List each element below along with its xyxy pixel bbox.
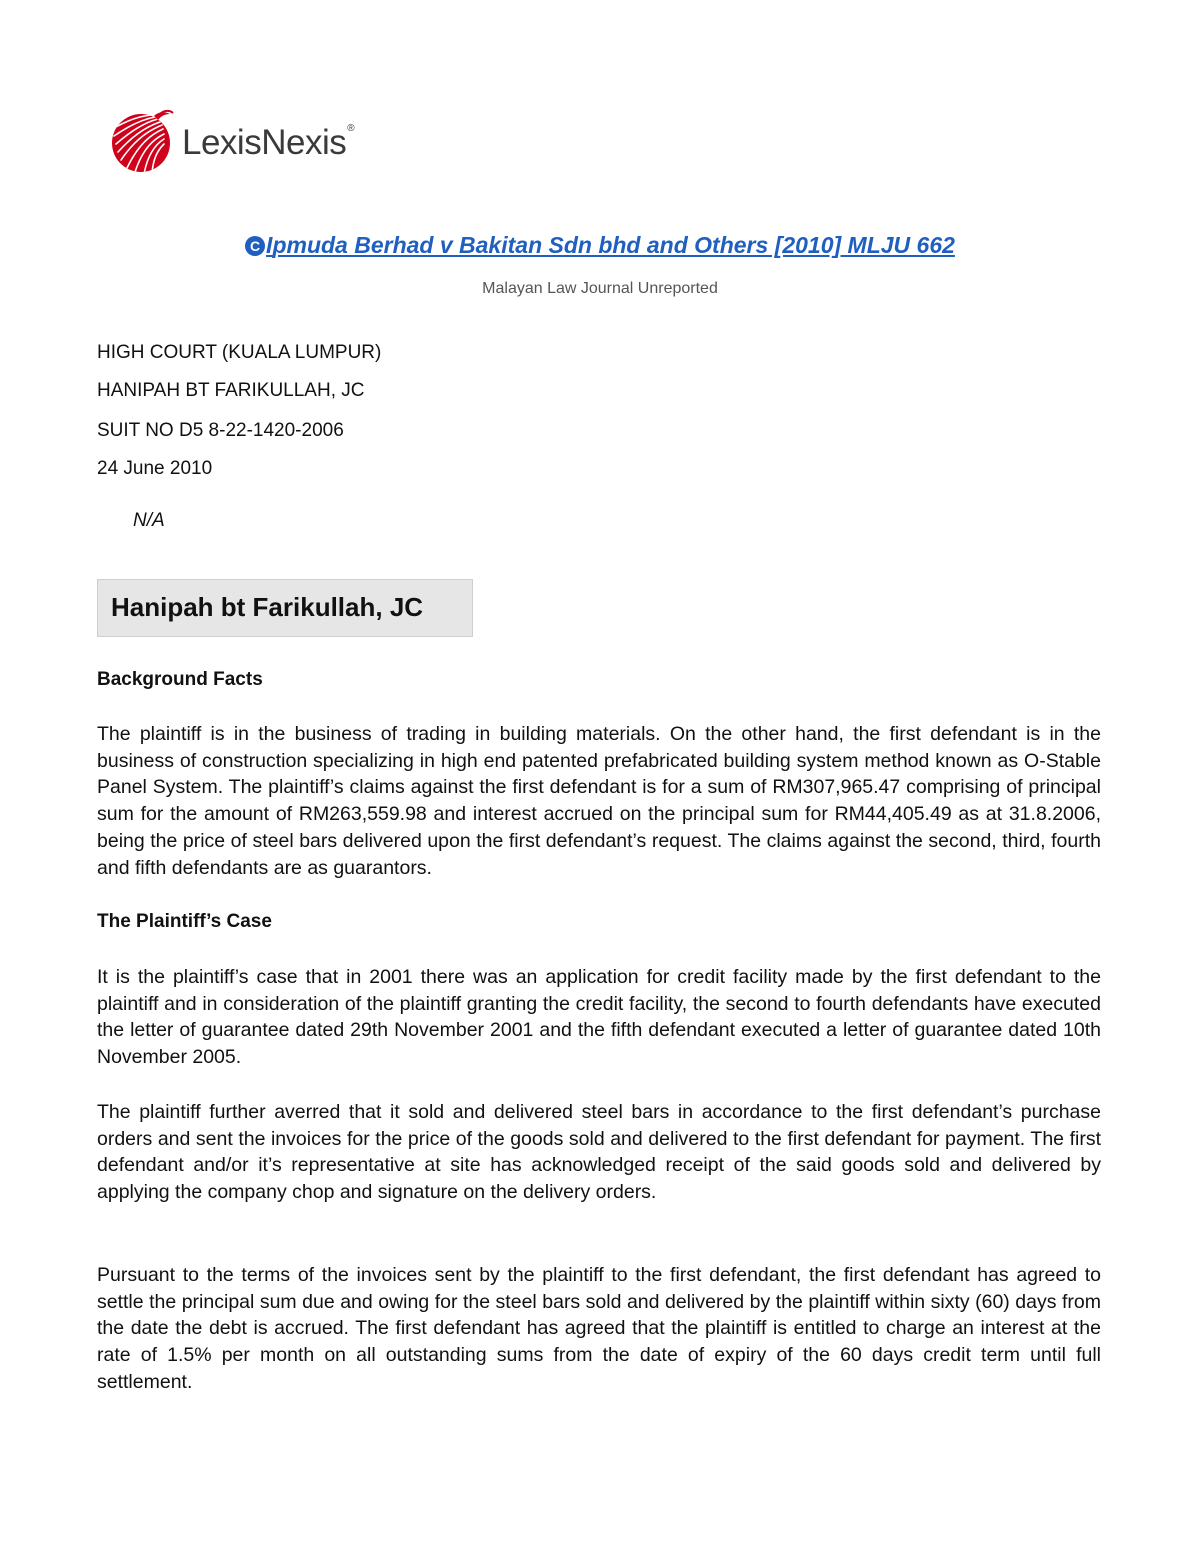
section-heading-background-facts: Background Facts [97,669,263,690]
paragraph-delivery: The plaintiff further averred that it sold and delivered steel bars in accordance to the first defendant’s purchase orders and sent the invoices for the price of the goods sold and delivered to the first defendant for payment. The first defendant and/or it’s representative at site has acknowledged receipt of the said goods sold and delivered by applying the company chop and signature on the delivery orders. [97,1101,1101,1204]
judge-heading: Hanipah bt Farikullah, JC [111,592,424,622]
catchwords-na: N/A [133,510,165,531]
case-title-text[interactable]: pmuda Berhad v Bakitan Sdn bhd and Others [2010] MLJU 662 [272,232,955,258]
suit-number: SUIT NO D5 8-22-1420-2006 [97,420,344,441]
judge-heading-box [97,579,473,637]
paragraph-interest-terms: Pursuant to the terms of the invoices sent by the plaintiff to the first defendant, the first defendant has agreed to settle the principal sum due and owing for the steel bars sold and delivered by the plaintiff within sixty (60) days from the date the debt is accrued. The first defendant has agreed that the plaintiff is entitled to charge an interest at the rate of 1.5% per month on all outstanding sums from the date of expiry of the 60 days credit term until full settlement. [97,1264,1101,1393]
case-title[interactable] [0,232,1200,259]
judge-name: HANIPAH BT FARIKULLAH, JC [97,380,365,401]
case-title-first-letter[interactable]: I [266,232,273,258]
lexisnexis-wordmark: LexisNexis® [182,123,355,162]
lexisnexis-knowledge-burst-icon [108,108,174,174]
journal-name: Malayan Law Journal Unreported [482,280,718,297]
c-icon: C [245,236,265,256]
lexisnexis-logo [108,108,354,174]
court-name: HIGH COURT (KUALA LUMPUR) [97,342,382,363]
judgment-date: 24 June 2010 [97,458,213,479]
paragraph-credit-facility: It is the plaintiff’s case that in 2001 there was an application for credit facility made by the first defendant to the plaintiff and in consideration of the plaintiff granting the credit facility, the second to fourth defendants have executed the letter of guarantee dated 29th November 2001 and the fifth defendant executed a letter of guarantee dated 10th November 2005. [97,966,1101,1069]
paragraph-background-facts: The plaintiff is in the business of trading in building materials. On the other hand, the first defendant is in the business of construction specializing in high end patented prefabricated building system method known as O-Stable Panel System. The plaintiff’s claims against the first defendant is for a sum of RM307,965.47 comprising of principal sum for the amount of RM263,559.98 and interest accrued on the principal sum for RM44,405.49 as at 31.8.2006, being the price of steel bars delivered upon the first defendant’s request. The claims against the second, third, fourth and fifth defendants are as guarantors. [97,723,1101,879]
section-heading-plaintiffs-case: The Plaintiff’s Case [97,911,272,932]
